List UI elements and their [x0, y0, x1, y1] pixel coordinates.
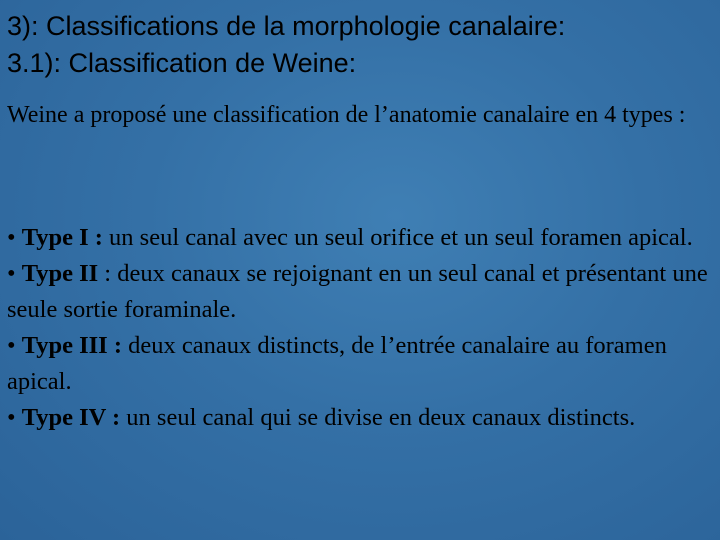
title-line-1: 3): Classifications de la morphologie canalaire:	[7, 11, 566, 41]
bullet: •	[7, 404, 16, 431]
bullet: •	[7, 224, 16, 251]
type-name: Type I :	[21, 224, 103, 251]
type-description: deux canaux distincts, de l’entrée canalaire au foramen apical.	[7, 332, 667, 395]
type-name: Type IV :	[21, 404, 121, 431]
slide-title	[7, 8, 713, 82]
type-name: Type III :	[21, 332, 122, 359]
type-name: Type II	[21, 260, 99, 287]
type-description: un seul canal qui se divise en deux canaux distincts.	[126, 404, 636, 431]
bullet: •	[7, 260, 16, 287]
type-description: un seul canal avec un seul orifice et un seul foramen apical.	[109, 224, 693, 251]
intro-text: Weine a proposé une classification de l’anatomie canalaire en 4 types :	[7, 102, 686, 128]
type-list	[7, 220, 713, 436]
type-item-2	[7, 256, 713, 328]
type-description: : deux canaux se rejoignant en un seul canal et présentant une seule sortie foraminale.	[7, 260, 708, 323]
type-item-4	[7, 400, 713, 436]
bullet: •	[7, 332, 16, 359]
title-line-2: 3.1): Classification de Weine:	[7, 48, 357, 78]
type-item-1	[7, 220, 713, 256]
type-item-3	[7, 328, 713, 400]
